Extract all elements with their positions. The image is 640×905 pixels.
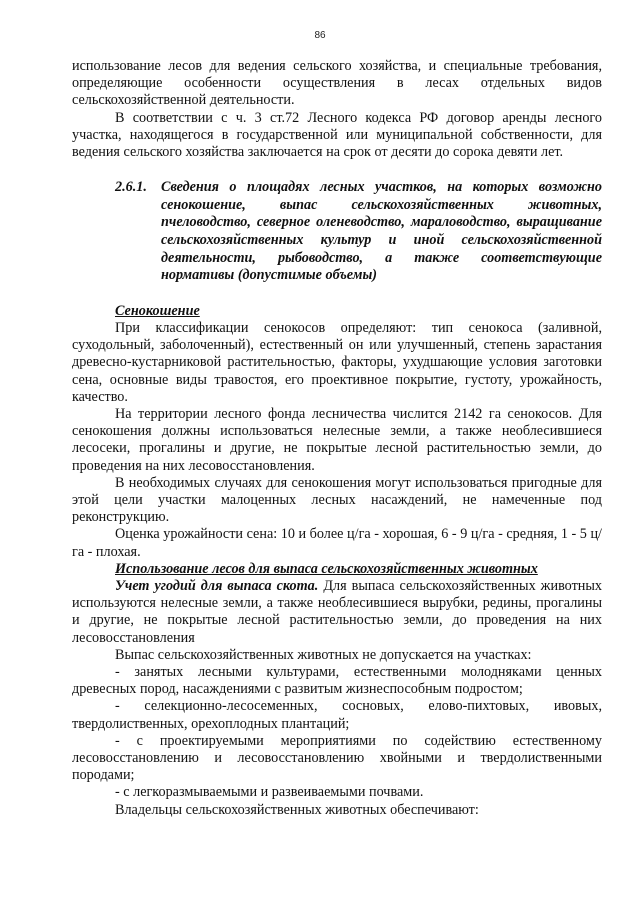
- list-item: - с проектируемыми мероприятиями по содействию естественному лесовосстановлению и лесовосстановлению хвойными и твердолиственными породами;: [72, 732, 602, 784]
- paragraph: Выпас сельскохозяйственных животных не допускается на участках:: [115, 646, 532, 663]
- list-item: - селекционно-лесосеменных, сосновых, елово-пихтовых, ивовых, твердолиственных, орехоплодных плантаций;: [72, 698, 602, 732]
- paragraph: На территории лесного фонда лесничества числится 2142 га сенокосов. Для сенокошения должны использоваться нелесные земли, а также необлесившиеся лесосеки, прогалины и другие, не покрытые лесной растительностью земли, до проведения на них лесовосстановления.: [72, 406, 602, 474]
- subsection-title: Сенокошение: [115, 302, 200, 319]
- lead-in: Учет угодий для выпаса скота.: [115, 578, 319, 595]
- section-number: 2.6.1.: [115, 179, 147, 196]
- paragraph: использование лесов для ведения сельского хозяйства, и специальные требования, определяющие особенности осуществления в лесах отдельных видов сельскохозяйственной деятельности.: [72, 58, 602, 109]
- section-heading: [72, 179, 602, 285]
- paragraph: Учет угодий для выпаса скота. Для выпаса сельскохозяйственных животных используются нелесные земли, а также необлесившиеся вырубки, редины, прогалины и другие, не покрытые лесной растительностью земли, до проведения на них лесовосстановления: [72, 578, 602, 646]
- list-item: - с легкоразмываемыми и развеиваемыми почвами.: [115, 784, 424, 801]
- paragraph: При классификации сенокосов определяют: тип сенокоса (заливной, суходольный, заболоченный), естественный он или улучшенный, степень зарастания древесно-кустарниковой растительностью, факторы, ухудшающие условия заготовки сена, основные виды травостоя, его проективное покрытие, густоту, урожайность, качество.: [72, 319, 602, 405]
- paragraph: Оценка урожайности сена: 10 и более ц/га - хорошая, 6 - 9 ц/га - средняя, 1 - 5 ц/га - плохая.: [72, 526, 602, 560]
- section-title: Сведения о площадях лесных участков, на которых возможно сенокошение, выпас сельскохозяйственных животных, пчеловодство, северное оленеводство, мараловодство, выращивание сельскохозяйственных культур и иной сельскохозяйственной деятельности, рыбоводство, а также соответствующие нормативы (допустимые объемы): [161, 179, 602, 284]
- subsection-title: Использование лесов для выпаса сельскохозяйственных животных: [115, 560, 538, 577]
- paragraph: Владельцы сельскохозяйственных животных обеспечивают:: [115, 801, 479, 818]
- paragraph: В необходимых случаях для сенокошения могут использоваться пригодные для этой цели участки малоценных лесных насаждений, не намеченные под реконструкцию.: [72, 474, 602, 526]
- page-number: 86: [314, 30, 326, 41]
- document-body: [72, 58, 602, 819]
- paragraph: В соответствии с ч. 3 ст.72 Лесного кодекса РФ договор аренды лесного участка, находящегося в государственной или муниципальной собственности, для ведения сельского хозяйства заключается на срок от десяти до сорока девяти лет.: [72, 109, 602, 161]
- list-item: - занятых лесными культурами, естественными молодняками ценных древесных пород, насаждениями с развитым жизнеспособным подростом;: [72, 664, 602, 698]
